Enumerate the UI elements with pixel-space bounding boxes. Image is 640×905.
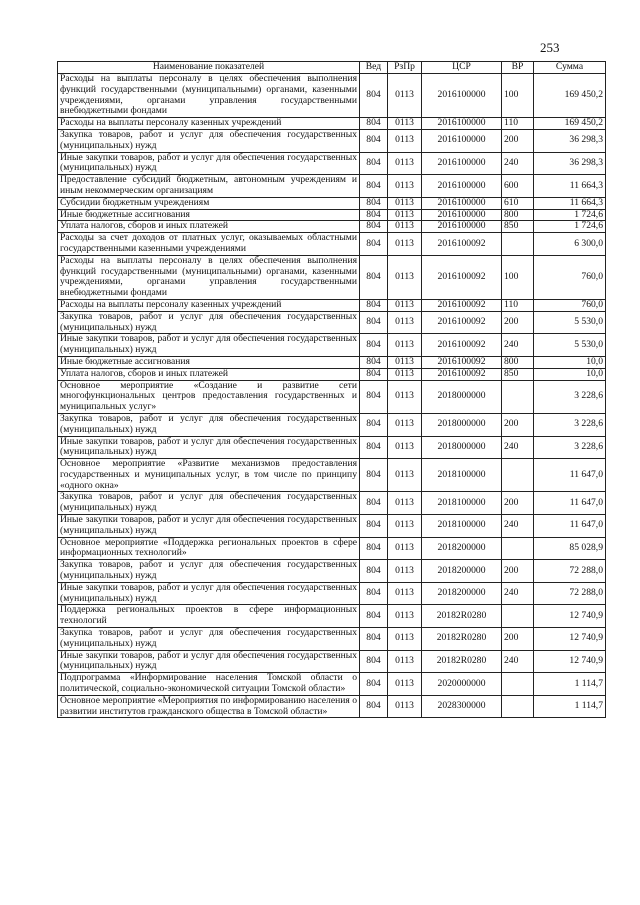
cell-name: Основное мероприятие «Создание и развитие сети многофункциональных центров предоставления государственных и муниципальных услуг» bbox=[58, 380, 360, 413]
cell-rzpr: 0113 bbox=[388, 582, 422, 605]
cell-csr: 20182R0280 bbox=[422, 628, 502, 651]
cell-vr: 800 bbox=[502, 356, 534, 368]
cell-ved: 804 bbox=[360, 152, 388, 175]
cell-csr: 2016100000 bbox=[422, 221, 502, 233]
cell-sum: 11 647,0 bbox=[534, 492, 606, 515]
cell-name: Иные закупки товаров, работ и услуг для обеспечения государственных (муниципальных) нужд bbox=[58, 334, 360, 357]
table-body bbox=[58, 74, 606, 718]
table-row bbox=[58, 695, 606, 718]
cell-sum: 1 724,6 bbox=[534, 209, 606, 221]
cell-ved: 804 bbox=[360, 413, 388, 436]
cell-ved: 804 bbox=[360, 628, 388, 651]
cell-name: Закупка товаров, работ и услуг для обеспечения государственных (муниципальных) нужд bbox=[58, 413, 360, 436]
header-row bbox=[58, 62, 606, 74]
cell-rzpr: 0113 bbox=[388, 459, 422, 492]
cell-sum: 72 288,0 bbox=[534, 560, 606, 583]
cell-sum: 10,0 bbox=[534, 368, 606, 380]
cell-csr: 2016100092 bbox=[422, 299, 502, 311]
cell-ved: 804 bbox=[360, 311, 388, 334]
cell-sum: 1 724,6 bbox=[534, 221, 606, 233]
table-row bbox=[58, 560, 606, 583]
cell-rzpr: 0113 bbox=[388, 255, 422, 299]
cell-ved: 804 bbox=[360, 118, 388, 130]
cell-sum: 3 228,6 bbox=[534, 413, 606, 436]
cell-name: Закупка товаров, работ и услуг для обеспечения государственных (муниципальных) нужд bbox=[58, 311, 360, 334]
cell-vr: 240 bbox=[502, 650, 534, 673]
cell-ved: 804 bbox=[360, 129, 388, 152]
table-row bbox=[58, 673, 606, 696]
cell-rzpr: 0113 bbox=[388, 175, 422, 198]
cell-csr: 2016100000 bbox=[422, 118, 502, 130]
table-row bbox=[58, 129, 606, 152]
cell-sum: 3 228,6 bbox=[534, 380, 606, 413]
cell-rzpr: 0113 bbox=[388, 695, 422, 718]
table-row bbox=[58, 492, 606, 515]
cell-vr: 200 bbox=[502, 413, 534, 436]
header-rzpr: РзПр bbox=[388, 62, 422, 74]
table-row bbox=[58, 413, 606, 436]
cell-name: Уплата налогов, сборов и иных платежей bbox=[58, 221, 360, 233]
header-vr: ВР bbox=[502, 62, 534, 74]
cell-ved: 804 bbox=[360, 233, 388, 256]
cell-csr: 2016100092 bbox=[422, 334, 502, 357]
cell-sum: 11 664,3 bbox=[534, 197, 606, 209]
table-row bbox=[58, 380, 606, 413]
cell-sum: 72 288,0 bbox=[534, 582, 606, 605]
cell-rzpr: 0113 bbox=[388, 233, 422, 256]
table-header bbox=[58, 62, 606, 74]
table-row bbox=[58, 311, 606, 334]
cell-rzpr: 0113 bbox=[388, 650, 422, 673]
cell-name: Закупка товаров, работ и услуг для обеспечения государственных (муниципальных) нужд bbox=[58, 560, 360, 583]
cell-sum: 85 028,9 bbox=[534, 537, 606, 560]
cell-rzpr: 0113 bbox=[388, 311, 422, 334]
cell-sum: 11 664,3 bbox=[534, 175, 606, 198]
cell-name: Основное мероприятие «Развитие механизмов предоставления государственных и муниципальных услуг, в том числе по принципу «одного окна» bbox=[58, 459, 360, 492]
cell-csr: 2018000000 bbox=[422, 380, 502, 413]
cell-rzpr: 0113 bbox=[388, 628, 422, 651]
cell-rzpr: 0113 bbox=[388, 209, 422, 221]
cell-rzpr: 0113 bbox=[388, 436, 422, 459]
table-row bbox=[58, 197, 606, 209]
cell-csr: 2016100000 bbox=[422, 175, 502, 198]
cell-rzpr: 0113 bbox=[388, 560, 422, 583]
cell-name: Расходы за счет доходов от платных услуг, оказываемых областными государственными казенными учреждениями bbox=[58, 233, 360, 256]
table-row bbox=[58, 209, 606, 221]
cell-vr: 100 bbox=[502, 255, 534, 299]
cell-name: Субсидии бюджетным учреждениям bbox=[58, 197, 360, 209]
cell-ved: 804 bbox=[360, 582, 388, 605]
header-sum: Сумма bbox=[534, 62, 606, 74]
cell-name: Расходы на выплаты персоналу в целях обеспечения выполнения функций государственными (муниципальными) органами, казенными учреждениями, органами управления государственными внебюджетными фондами bbox=[58, 255, 360, 299]
cell-vr: 110 bbox=[502, 299, 534, 311]
cell-name: Иные закупки товаров, работ и услуг для обеспечения государственных (муниципальных) нужд bbox=[58, 515, 360, 538]
cell-vr: 240 bbox=[502, 334, 534, 357]
cell-name: Иные бюджетные ассигнования bbox=[58, 209, 360, 221]
cell-csr: 2016100092 bbox=[422, 233, 502, 256]
cell-rzpr: 0113 bbox=[388, 299, 422, 311]
cell-csr: 2016100000 bbox=[422, 74, 502, 118]
cell-ved: 804 bbox=[360, 380, 388, 413]
cell-sum: 760,0 bbox=[534, 255, 606, 299]
cell-ved: 804 bbox=[360, 175, 388, 198]
cell-ved: 804 bbox=[360, 560, 388, 583]
cell-vr bbox=[502, 695, 534, 718]
table-row bbox=[58, 221, 606, 233]
cell-sum: 1 114,7 bbox=[534, 695, 606, 718]
cell-name: Иные закупки товаров, работ и услуг для обеспечения государственных (муниципальных) нужд bbox=[58, 582, 360, 605]
cell-sum: 12 740,9 bbox=[534, 628, 606, 651]
cell-ved: 804 bbox=[360, 368, 388, 380]
cell-rzpr: 0113 bbox=[388, 118, 422, 130]
budget-table bbox=[57, 61, 606, 718]
cell-rzpr: 0113 bbox=[388, 673, 422, 696]
cell-name: Расходы на выплаты персоналу казенных учреждений bbox=[58, 299, 360, 311]
cell-csr: 2018100000 bbox=[422, 459, 502, 492]
cell-name: Иные бюджетные ассигнования bbox=[58, 356, 360, 368]
cell-csr: 2018200000 bbox=[422, 582, 502, 605]
cell-csr: 2018200000 bbox=[422, 537, 502, 560]
cell-ved: 804 bbox=[360, 537, 388, 560]
cell-ved: 804 bbox=[360, 515, 388, 538]
cell-ved: 804 bbox=[360, 459, 388, 492]
cell-name: Расходы на выплаты персоналу казенных учреждений bbox=[58, 118, 360, 130]
cell-vr bbox=[502, 673, 534, 696]
cell-ved: 804 bbox=[360, 492, 388, 515]
cell-vr: 850 bbox=[502, 221, 534, 233]
cell-vr: 100 bbox=[502, 74, 534, 118]
cell-sum: 12 740,9 bbox=[534, 650, 606, 673]
cell-ved: 804 bbox=[360, 436, 388, 459]
cell-ved: 804 bbox=[360, 197, 388, 209]
header-ved: Вед bbox=[360, 62, 388, 74]
table-row bbox=[58, 356, 606, 368]
table-row bbox=[58, 175, 606, 198]
cell-name: Основное мероприятие «Поддержка региональных проектов в сфере информационных технологий» bbox=[58, 537, 360, 560]
cell-name: Закупка товаров, работ и услуг для обеспечения государственных (муниципальных) нужд bbox=[58, 492, 360, 515]
cell-name: Иные закупки товаров, работ и услуг для обеспечения государственных (муниципальных) нужд bbox=[58, 650, 360, 673]
cell-ved: 804 bbox=[360, 334, 388, 357]
table-row bbox=[58, 118, 606, 130]
cell-sum: 3 228,6 bbox=[534, 436, 606, 459]
cell-name: Поддержка региональных проектов в сфере информационных технологий bbox=[58, 605, 360, 628]
cell-name: Закупка товаров, работ и услуг для обеспечения государственных (муниципальных) нужд bbox=[58, 129, 360, 152]
cell-csr: 2018100000 bbox=[422, 492, 502, 515]
cell-vr: 850 bbox=[502, 368, 534, 380]
page-number: 253 bbox=[540, 40, 560, 55]
cell-csr: 2016100000 bbox=[422, 129, 502, 152]
cell-vr: 200 bbox=[502, 628, 534, 651]
cell-rzpr: 0113 bbox=[388, 537, 422, 560]
cell-csr: 2016100000 bbox=[422, 209, 502, 221]
cell-ved: 804 bbox=[360, 356, 388, 368]
table-row bbox=[58, 74, 606, 118]
table-row bbox=[58, 299, 606, 311]
cell-ved: 804 bbox=[360, 695, 388, 718]
cell-csr: 2016100000 bbox=[422, 152, 502, 175]
cell-rzpr: 0113 bbox=[388, 74, 422, 118]
cell-ved: 804 bbox=[360, 673, 388, 696]
cell-sum: 760,0 bbox=[534, 299, 606, 311]
cell-vr bbox=[502, 537, 534, 560]
cell-name: Иные закупки товаров, работ и услуг для обеспечения государственных (муниципальных) нужд bbox=[58, 152, 360, 175]
cell-csr: 2018000000 bbox=[422, 413, 502, 436]
cell-name: Закупка товаров, работ и услуг для обеспечения государственных (муниципальных) нужд bbox=[58, 628, 360, 651]
cell-csr: 2020000000 bbox=[422, 673, 502, 696]
cell-ved: 804 bbox=[360, 299, 388, 311]
cell-name: Предоставление субсидий бюджетным, автономным учреждениям и иным некоммерческим организациям bbox=[58, 175, 360, 198]
cell-rzpr: 0113 bbox=[388, 380, 422, 413]
cell-name: Расходы на выплаты персоналу в целях обеспечения выполнения функций государственными (муниципальными) органами, казенными учреждениями, органами управления государственными внебюджетными фондами bbox=[58, 74, 360, 118]
cell-sum: 10,0 bbox=[534, 356, 606, 368]
cell-name: Основное мероприятие «Мероприятия по информированию населения о развитии институтов гражданского общества в Томской области» bbox=[58, 695, 360, 718]
cell-vr: 200 bbox=[502, 492, 534, 515]
cell-vr: 800 bbox=[502, 209, 534, 221]
cell-vr: 600 bbox=[502, 175, 534, 198]
cell-csr: 2018200000 bbox=[422, 560, 502, 583]
cell-csr: 2016100092 bbox=[422, 255, 502, 299]
cell-rzpr: 0113 bbox=[388, 152, 422, 175]
cell-sum: 5 530,0 bbox=[534, 311, 606, 334]
cell-ved: 804 bbox=[360, 255, 388, 299]
table-row bbox=[58, 152, 606, 175]
cell-sum: 11 647,0 bbox=[534, 459, 606, 492]
cell-vr: 200 bbox=[502, 560, 534, 583]
cell-sum: 1 114,7 bbox=[534, 673, 606, 696]
cell-rzpr: 0113 bbox=[388, 492, 422, 515]
cell-vr: 200 bbox=[502, 129, 534, 152]
table-row bbox=[58, 334, 606, 357]
cell-rzpr: 0113 bbox=[388, 605, 422, 628]
cell-vr: 240 bbox=[502, 436, 534, 459]
cell-csr: 2016100092 bbox=[422, 356, 502, 368]
cell-vr bbox=[502, 605, 534, 628]
table-row bbox=[58, 515, 606, 538]
cell-sum: 36 298,3 bbox=[534, 129, 606, 152]
cell-name: Уплата налогов, сборов и иных платежей bbox=[58, 368, 360, 380]
table-row bbox=[58, 582, 606, 605]
table-row bbox=[58, 628, 606, 651]
cell-ved: 804 bbox=[360, 650, 388, 673]
cell-vr bbox=[502, 380, 534, 413]
cell-ved: 804 bbox=[360, 74, 388, 118]
cell-sum: 5 530,0 bbox=[534, 334, 606, 357]
cell-rzpr: 0113 bbox=[388, 515, 422, 538]
header-csr: ЦСР bbox=[422, 62, 502, 74]
cell-csr: 20182R0280 bbox=[422, 605, 502, 628]
cell-csr: 2018000000 bbox=[422, 436, 502, 459]
table-row bbox=[58, 255, 606, 299]
cell-vr bbox=[502, 459, 534, 492]
cell-vr: 240 bbox=[502, 582, 534, 605]
table-row bbox=[58, 368, 606, 380]
cell-csr: 2016100000 bbox=[422, 197, 502, 209]
cell-rzpr: 0113 bbox=[388, 221, 422, 233]
cell-vr: 200 bbox=[502, 311, 534, 334]
table-row bbox=[58, 459, 606, 492]
cell-rzpr: 0113 bbox=[388, 356, 422, 368]
cell-csr: 2028300000 bbox=[422, 695, 502, 718]
table-row bbox=[58, 233, 606, 256]
cell-csr: 2016100092 bbox=[422, 368, 502, 380]
table-row bbox=[58, 537, 606, 560]
cell-vr: 240 bbox=[502, 515, 534, 538]
cell-rzpr: 0113 bbox=[388, 334, 422, 357]
cell-csr: 2018100000 bbox=[422, 515, 502, 538]
cell-ved: 804 bbox=[360, 605, 388, 628]
cell-ved: 804 bbox=[360, 209, 388, 221]
cell-sum: 11 647,0 bbox=[534, 515, 606, 538]
cell-rzpr: 0113 bbox=[388, 129, 422, 152]
cell-vr: 110 bbox=[502, 118, 534, 130]
cell-csr: 20182R0280 bbox=[422, 650, 502, 673]
header-name: Наименование показателей bbox=[58, 62, 360, 74]
cell-rzpr: 0113 bbox=[388, 197, 422, 209]
cell-csr: 2016100092 bbox=[422, 311, 502, 334]
table-row bbox=[58, 605, 606, 628]
table-row bbox=[58, 650, 606, 673]
cell-sum: 12 740,9 bbox=[534, 605, 606, 628]
cell-sum: 6 300,0 bbox=[534, 233, 606, 256]
cell-vr: 240 bbox=[502, 152, 534, 175]
cell-sum: 36 298,3 bbox=[534, 152, 606, 175]
cell-sum: 169 450,2 bbox=[534, 118, 606, 130]
cell-sum: 169 450,2 bbox=[534, 74, 606, 118]
cell-name: Подпрограмма «Информирование населения Томской области о политической, социально-экономической ситуации Томской области» bbox=[58, 673, 360, 696]
cell-vr bbox=[502, 233, 534, 256]
cell-name: Иные закупки товаров, работ и услуг для обеспечения государственных (муниципальных) нужд bbox=[58, 436, 360, 459]
cell-rzpr: 0113 bbox=[388, 368, 422, 380]
cell-rzpr: 0113 bbox=[388, 413, 422, 436]
table-row bbox=[58, 436, 606, 459]
cell-ved: 804 bbox=[360, 221, 388, 233]
cell-vr: 610 bbox=[502, 197, 534, 209]
